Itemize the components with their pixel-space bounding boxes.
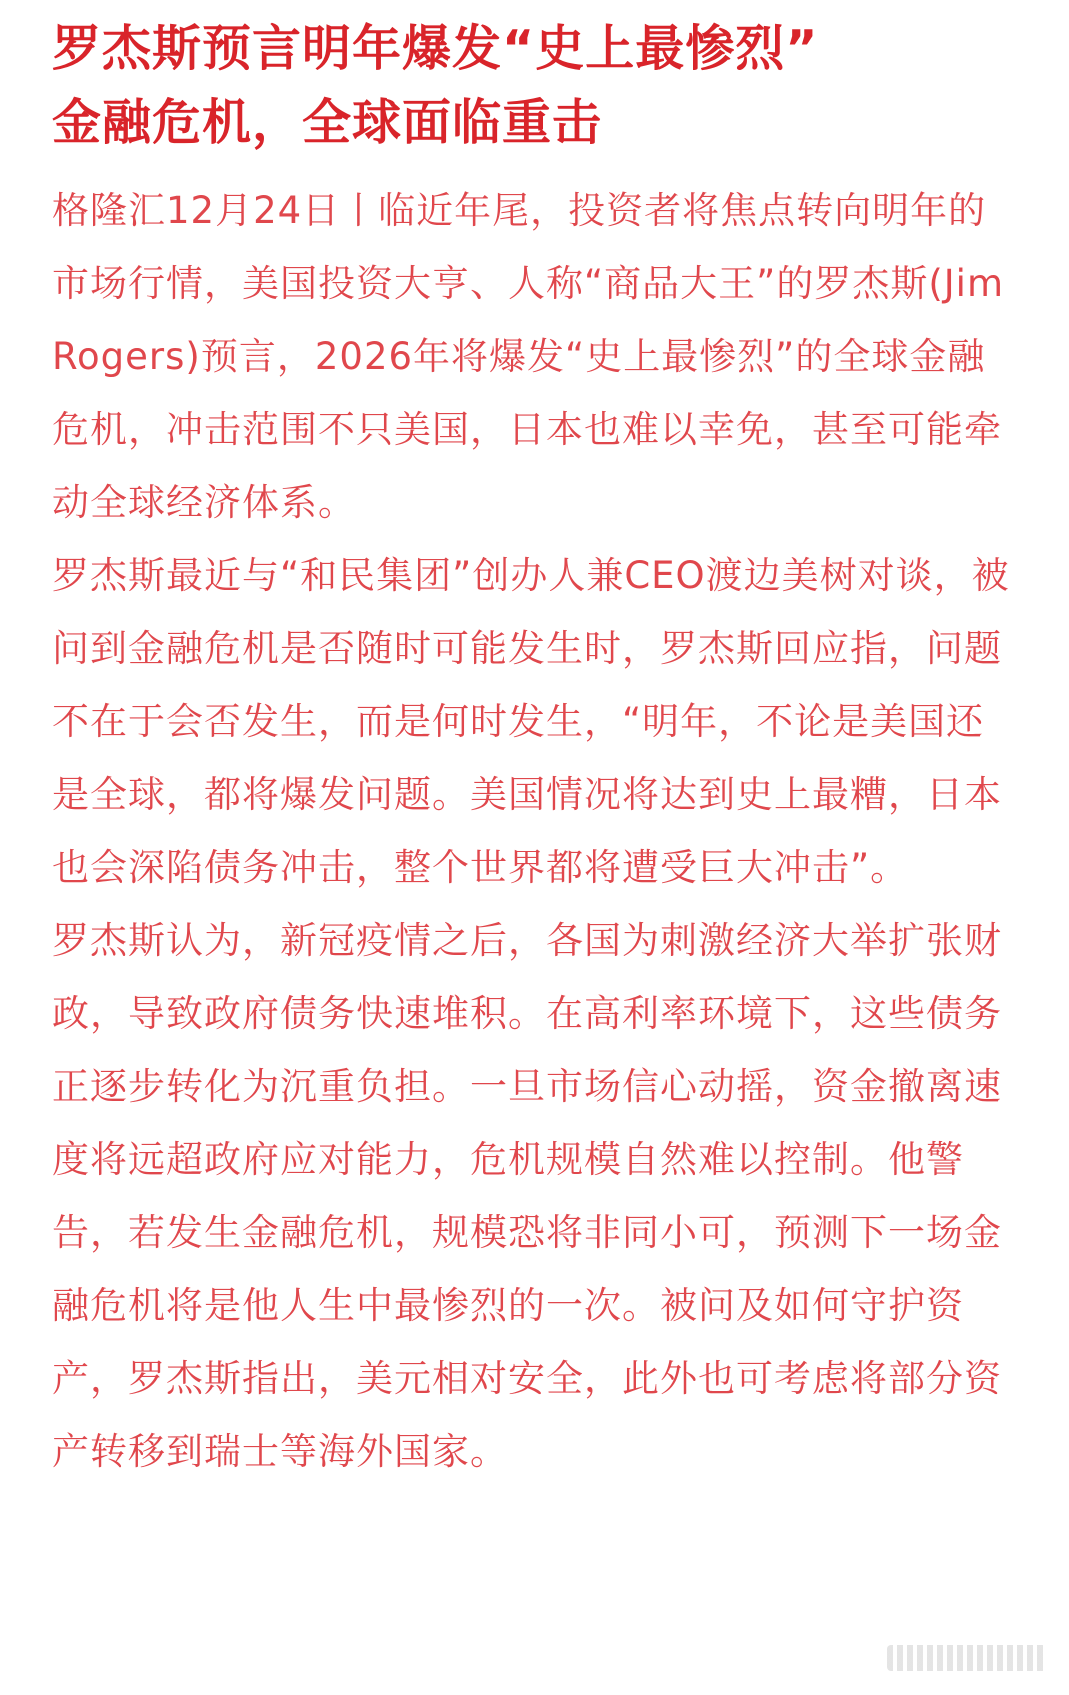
watermark (887, 1643, 1047, 1673)
paragraph-3: 罗杰斯认为，新冠疫情之后，各国为刺激经济大举扩张财政，导致政府债务快速堆积。在高利率环境下，这些债务正逐步转化为沉重负担。一旦市场信心动摇，资金撤离速度将远超政府应对能力，危机规模自然难以控制。他警告，若发生金融危机，规模恐将非同小可，预测下一场金融危机将是他人生中最惨烈的一次。被问及如何守护资产，罗杰斯指出，美元相对安全，此外也可考虑将部分资产转移到瑞士等海外国家。 (52, 919, 1002, 1473)
paragraph-1: 格隆汇12月24日丨临近年尾，投资者将焦点转向明年的市场行情，美国投资大亨、人称“商品大王”的罗杰斯(Jim Rogers)预言，2026年将爆发“史上最惨烈”的全球金融危机，冲击范围不只美国，日本也难以幸免，甚至可能牵动全球经济体系。 (52, 189, 1005, 524)
article-title (52, 12, 1012, 160)
title-line-2: 金融危机，全球面临重击 (52, 94, 603, 151)
title-line-1: 罗杰斯预言明年爆发“史上最惨烈” (52, 20, 819, 77)
paragraph-2: 罗杰斯最近与“和民集团”创办人兼CEO渡边美树对谈，被问到金融危机是否随时可能发生时，罗杰斯回应指，问题不在于会否发生，而是何时发生，“明年，不论是美国还是全球，都将爆发问题。美国情况将达到史上最糟，日本也会深陷债务冲击，整个世界都将遭受巨大冲击”。 (52, 554, 1010, 889)
article (52, 12, 1012, 1488)
watermark-logo-icon (887, 1645, 1047, 1671)
article-body (52, 174, 1012, 1488)
